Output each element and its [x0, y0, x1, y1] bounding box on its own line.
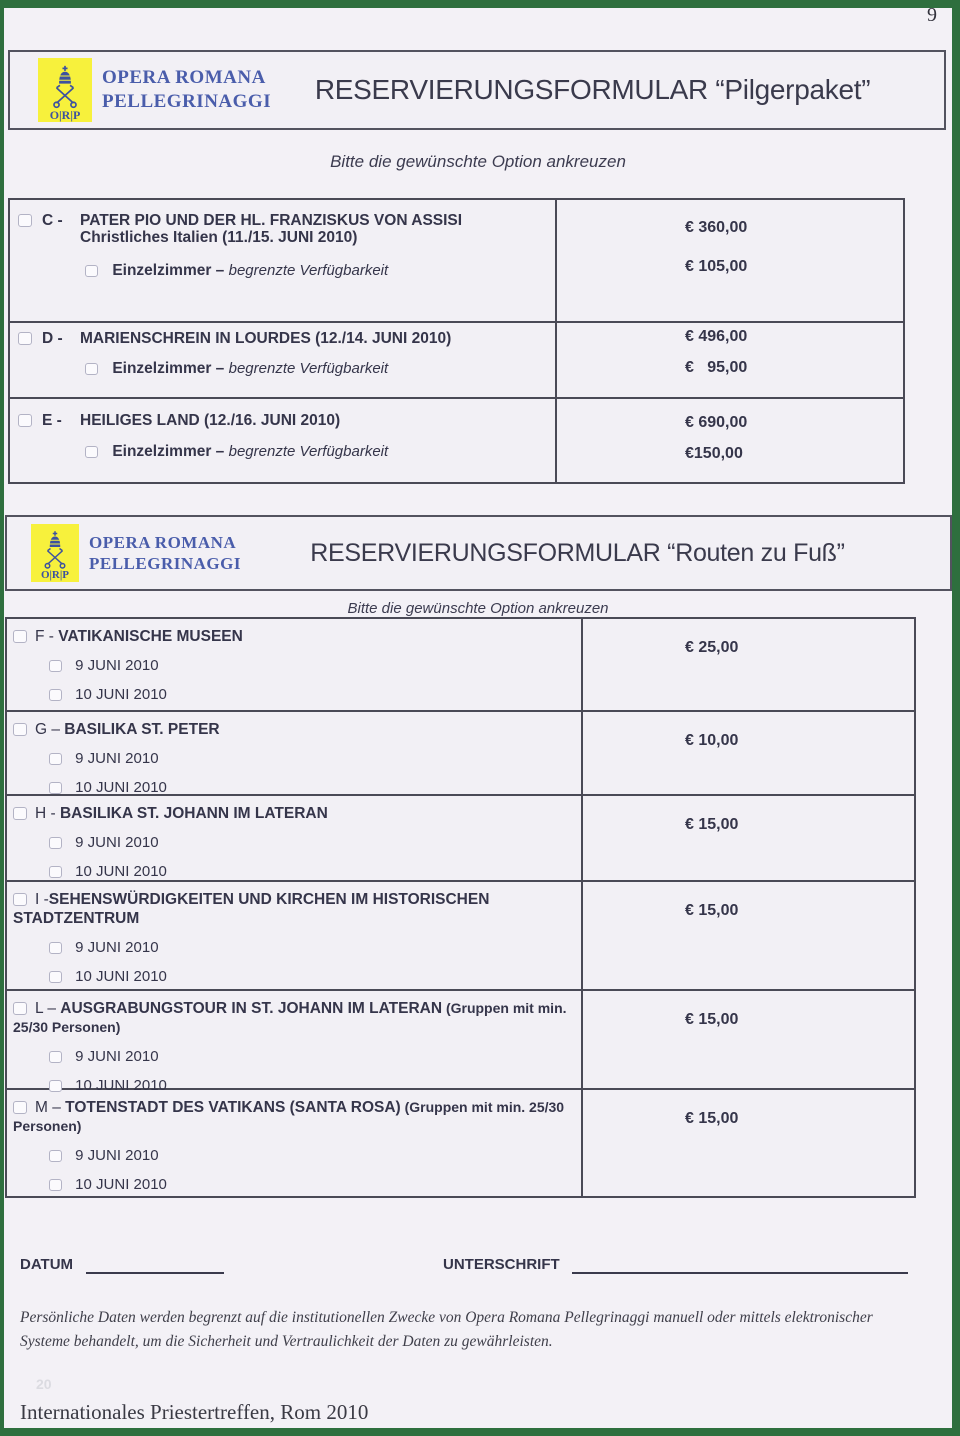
option-f-date-9-checkbox[interactable] [49, 660, 62, 672]
option-h-main [13, 804, 571, 823]
option-e-checkbox[interactable] [18, 414, 32, 427]
option-g-date-10-checkbox[interactable] [49, 782, 62, 794]
option-m-cell [7, 1090, 581, 1196]
einzelzimmer-note: begrenzte Verfügbarkeit [228, 360, 389, 377]
date-label: 10 JUNI 2010 [75, 863, 167, 880]
orp-logo [38, 58, 271, 122]
option-g-cell [7, 712, 581, 794]
option-c-price-single: € 105,00 [685, 258, 748, 275]
option-i-prefix: I - [35, 891, 49, 908]
orp-logo-text [89, 532, 241, 575]
orp-logo-badge [38, 58, 92, 122]
option-g-price: € 10,00 [685, 732, 739, 749]
table-row-option-m [7, 1088, 914, 1196]
option-d-einzelzimmer-checkbox[interactable] [85, 363, 98, 375]
einzelzimmer-note: begrenzte Verfügbarkeit [228, 262, 389, 279]
option-h-date-10-checkbox[interactable] [49, 866, 62, 878]
option-g-main [13, 720, 571, 739]
privacy-note: Persönliche Daten werden begrenzt auf die institutionellen Zwecke von Opera Romana Pellegrinaggi manuell oder mittels elektronischer Systeme behandelt, um die Sicherheit und Vertraulichkeit der Daten zu gewährleisten. [20, 1309, 873, 1351]
option-i-checkbox[interactable] [13, 893, 27, 906]
option-e-price-single: €150,00 [685, 445, 743, 462]
pilgerpaket-header [8, 50, 946, 130]
date-label: 9 JUNI 2010 [75, 750, 159, 767]
document-footer: Internationales Priestertreffen, Rom 2010 [20, 1400, 369, 1424]
option-l-main [13, 999, 571, 1037]
option-c-title: PATER PIO UND DER HL. FRANZISKUS VON ASSISI [80, 212, 463, 229]
routen-title: RESERVIERUNGSFORMULAR “Routen zu Fuß” [310, 538, 845, 567]
date-label: 10 JUNI 2010 [75, 779, 167, 796]
option-m-main [13, 1098, 571, 1136]
option-d-einzelzimmer [85, 360, 555, 377]
option-h-date-9-checkbox[interactable] [49, 837, 62, 849]
unterschrift-label: UNTERSCHRIFT [443, 1256, 560, 1273]
orp-badge-text: O|R|P [40, 569, 70, 581]
option-m-date-10-checkbox[interactable] [49, 1179, 62, 1191]
table-row-option-i [7, 880, 914, 989]
option-e-title: HEILIGES LAND (12./16. JUNI 2010) [80, 412, 341, 429]
option-l-price: € 15,00 [685, 1011, 739, 1028]
option-d-title: MARIENSCHREIN IN LOURDES (12./14. JUNI 2010) [80, 330, 452, 347]
option-m-prefix: M – [35, 1099, 66, 1116]
option-d-prices [555, 323, 903, 397]
option-l-note: (Gruppen mit min. 25/30 Personen) [13, 1000, 567, 1035]
option-c-einzelzimmer [85, 262, 555, 279]
date-label: 10 JUNI 2010 [75, 1077, 167, 1094]
option-c-cell [10, 200, 555, 321]
option-g-title: BASILIKA ST. PETER [64, 721, 220, 738]
orp-logo-text [102, 66, 271, 114]
papal-keys-icon [40, 530, 70, 570]
orp-logo-line1: OPERA ROMANA [102, 67, 266, 89]
option-f-main [13, 627, 571, 646]
option-c-subtitle: Christliches Italien (11./15. JUNI 2010) [80, 229, 358, 246]
date-label: 9 JUNI 2010 [75, 939, 159, 956]
option-m-title: TOTENSTADT DES VATIKANS (SANTA ROSA) [65, 1099, 401, 1116]
einzelzimmer-label: Einzelzimmer – [112, 262, 225, 279]
option-d-price-single: € 95,00 [685, 359, 748, 376]
option-g-prefix: G – [35, 721, 65, 738]
option-i-date-2 [49, 968, 571, 986]
option-h-date-2 [49, 863, 571, 881]
option-f-price: € 25,00 [685, 639, 739, 656]
option-h-price: € 15,00 [685, 816, 739, 833]
option-f-cell [7, 619, 581, 710]
option-l-date-1 [49, 1048, 571, 1066]
routen-instruction: Bitte die gewünschte Option ankreuzen [347, 600, 609, 617]
option-c-prefix: C - [42, 212, 63, 229]
einzelzimmer-label: Einzelzimmer – [112, 360, 225, 377]
option-i-cell [7, 882, 581, 989]
option-c-prices [555, 200, 903, 321]
option-m-price-cell [581, 1090, 914, 1196]
option-f-title: VATIKANISCHE MUSEEN [58, 628, 243, 645]
option-g-checkbox[interactable] [13, 723, 27, 736]
option-e-prices [555, 399, 903, 482]
date-label: 10 JUNI 2010 [75, 1176, 167, 1193]
option-e-cell [10, 399, 555, 482]
option-g-price-cell [581, 712, 914, 794]
table-row-option-l [7, 989, 914, 1094]
datum-label: DATUM [20, 1256, 74, 1273]
option-i-date-1 [49, 939, 571, 957]
option-e-main [18, 412, 555, 429]
option-c-price-package: € 360,00 [685, 219, 748, 236]
table-row-option-c [10, 200, 903, 321]
table-row-option-d [10, 321, 903, 397]
pilgerpaket-title: RESERVIERUNGSFORMULAR “Pilgerpaket” [314, 74, 871, 105]
option-d-cell [10, 323, 555, 397]
date-label: 9 JUNI 2010 [75, 657, 159, 674]
orp-logo-badge [31, 524, 79, 582]
option-l-cell [7, 991, 581, 1094]
option-g-date-2 [49, 779, 571, 797]
table-row-option-f [7, 619, 914, 710]
datum-input-line[interactable] [86, 1256, 224, 1274]
date-label: 9 JUNI 2010 [75, 1048, 159, 1065]
option-f-date-1 [49, 657, 571, 675]
option-e-einzelzimmer [85, 443, 555, 460]
option-c-main [18, 212, 555, 229]
orp-logo-line2: PELLEGRINAGGI [102, 91, 272, 112]
papal-keys-icon [48, 65, 82, 109]
option-f-date-2 [49, 686, 571, 704]
option-d-prefix: D - [42, 330, 63, 347]
orp-logo [31, 524, 241, 582]
option-e-prefix: E - [42, 412, 62, 429]
date-label: 10 JUNI 2010 [75, 968, 167, 985]
option-h-cell [7, 796, 581, 880]
option-i-title: SEHENSWÜRDIGKEITEN UND KIRCHEN IM HISTORISCHEN STADTZENTRUM [13, 891, 490, 927]
option-d-price-package: € 496,00 [685, 328, 748, 345]
option-m-date-2 [49, 1176, 571, 1194]
unterschrift-input-line[interactable] [572, 1256, 908, 1274]
option-h-checkbox[interactable] [13, 807, 27, 820]
table-row-option-e [10, 397, 903, 482]
date-label: 9 JUNI 2010 [75, 834, 159, 851]
option-h-prefix: H - [35, 805, 60, 822]
option-e-price-package: € 690,00 [685, 414, 748, 431]
option-i-price-cell [581, 882, 914, 989]
option-l-prefix: L – [35, 1000, 61, 1017]
option-h-price-cell [581, 796, 914, 880]
option-m-price: € 15,00 [685, 1110, 739, 1127]
table-row-option-g [7, 710, 914, 794]
option-m-checkbox[interactable] [13, 1101, 27, 1114]
orp-logo-line2: PELLEGRINAGGI [89, 554, 241, 573]
pilgerpaket-instruction: Bitte die gewünschte Option ankreuzen [330, 152, 626, 171]
option-f-prefix: F - [35, 628, 59, 645]
option-l-title: AUSGRABUNGSTOUR IN ST. JOHANN IM LATERAN [60, 1000, 443, 1017]
option-i-date-10-checkbox[interactable] [49, 971, 62, 983]
table-row-option-h [7, 794, 914, 880]
option-l-date-9-checkbox[interactable] [49, 1051, 62, 1063]
option-h-date-1 [49, 834, 571, 852]
page-number: 9 [927, 4, 937, 26]
routen-table [5, 617, 916, 1198]
option-c-checkbox[interactable] [18, 214, 32, 227]
option-f-checkbox[interactable] [13, 630, 27, 643]
orp-logo-line1: OPERA ROMANA [89, 532, 237, 552]
option-f-price-cell [581, 619, 914, 710]
option-m-date-1 [49, 1147, 571, 1165]
option-f-date-10-checkbox[interactable] [49, 689, 62, 701]
orp-badge-text: O|R|P [49, 108, 81, 122]
date-label: 9 JUNI 2010 [75, 1147, 159, 1164]
option-c-einzelzimmer-checkbox[interactable] [85, 265, 98, 277]
watermark-number: 20 [36, 1376, 52, 1392]
signature-row [4, 1256, 952, 1280]
einzelzimmer-note: begrenzte Verfügbarkeit [228, 443, 389, 460]
routen-header [5, 515, 952, 591]
option-i-date-9-checkbox[interactable] [49, 942, 62, 954]
option-d-main [18, 330, 555, 347]
option-g-date-9-checkbox[interactable] [49, 753, 62, 765]
option-l-checkbox[interactable] [13, 1002, 27, 1015]
option-d-checkbox[interactable] [18, 332, 32, 345]
option-i-price: € 15,00 [685, 902, 739, 919]
option-e-einzelzimmer-checkbox[interactable] [85, 446, 98, 458]
option-i-main [13, 890, 571, 928]
date-label: 10 JUNI 2010 [75, 686, 167, 703]
pilgerpaket-table [8, 198, 905, 484]
option-h-title: BASILIKA ST. JOHANN IM LATERAN [59, 805, 328, 822]
option-l-price-cell [581, 991, 914, 1088]
option-m-note: (Gruppen mit min. 25/30 Personen) [13, 1099, 565, 1134]
einzelzimmer-label: Einzelzimmer – [112, 443, 225, 460]
option-g-date-1 [49, 750, 571, 768]
option-m-date-9-checkbox[interactable] [49, 1150, 62, 1162]
